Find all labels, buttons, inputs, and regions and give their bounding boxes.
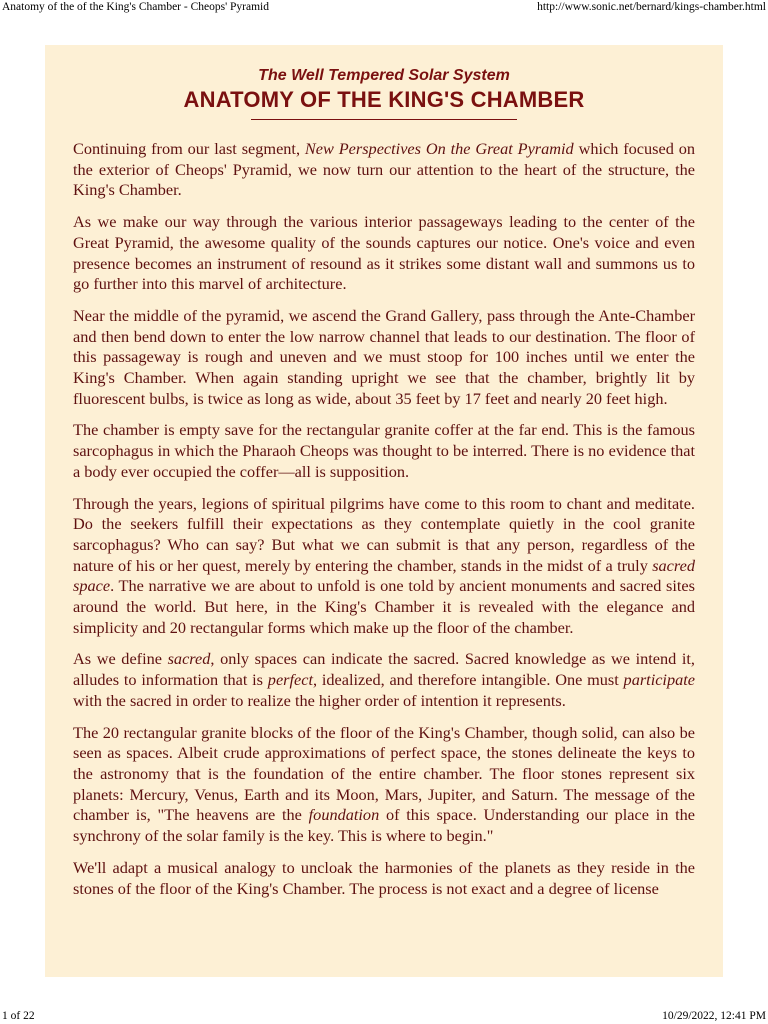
paragraph-6: As we define sacred, only spaces can indicate the sacred. Sacred knowledge as we intend it, alludes to information that is perfect, idealized, and therefore intangible. One must participate with the sacred in order to realize the higher order of intention it represents. bbox=[73, 649, 696, 710]
paragraph-8: We'll adapt a musical analogy to uncloak the harmonies of the planets as they reside in the stones of the floor of the King's Chamber. The process is not exact and a degree of license bbox=[73, 857, 695, 898]
article-subtitle: The Well Tempered Solar System bbox=[258, 67, 510, 84]
article-body bbox=[73, 139, 695, 910]
emphasis-participate: participate bbox=[623, 670, 695, 690]
browser-page-title: Anatomy of the of the King's Chamber - Cheops' Pyramid bbox=[2, 1, 270, 13]
emphasis-foundation: foundation bbox=[308, 805, 380, 825]
article-link-new-perspectives: New Perspectives On the Great Pyramid bbox=[304, 139, 574, 158]
paragraph-2: As we make our way through the various interior passageways leading to the center of the Great Pyramid, the awesome quality of the sounds captures our notice. One's voice and even presence becomes an instrument of resound as it strikes some distant wall and summons us to go further into this marvel of architecture. bbox=[73, 212, 695, 294]
emphasis-perfect: perfect bbox=[267, 670, 313, 690]
emphasis-sacred: sacred bbox=[167, 649, 211, 669]
paragraph-7: The 20 rectangular granite blocks of the floor of the King's Chamber, though solid, can also be seen as spaces. Albeit crude approximations of perfect space, the stones delineate the keys to the astronomy that is the foundation of the entire chamber. The floor stones represent six planets: Mercury, Venus, Earth and its Moon, Mars, Jupiter, and Saturn. The message of the chamber is, "The heavens are the foundation of this space. Understanding our place in the synchrony of the solar family is the key. This is where to begin." bbox=[73, 722, 695, 846]
print-timestamp: 10/29/2022, 12:41 PM bbox=[662, 1010, 766, 1022]
paragraph-3: Near the middle of the pyramid, we ascend the Grand Gallery, pass through the Ante-Chamber and then bend down to enter the low narrow channel that leads to our destination. The floor of this passageway is rough and uneven and we must stoop for 100 inches until we enter the King's Chamber. When again standing upright we see that the chamber, brightly lit by fluorescent bulbs, is twice as long as wide, about 35 feet by 17 feet and nearly 20 feet high. bbox=[73, 305, 695, 408]
emphasis-sacred-space: sacred space bbox=[73, 555, 695, 596]
page-count: 1 of 22 bbox=[2, 1010, 35, 1022]
title-divider bbox=[251, 119, 517, 120]
article-title: ANATOMY OF THE KING'S CHAMBER bbox=[183, 87, 585, 112]
paragraph-5: Through the years, legions of spiritual pilgrims have come to this room to chant and meditate. Do the seekers fulfill their expectations as they contemplate quietly in the cool granite sarcophagus? Who can say? But what we can submit is that any person, regardless of the nature of his or her quest, merely by entering the chamber, stands in the midst of a truly sacred space. The narrative we are about to unfold is one told by ancient monuments and sacred sites around the world. But here, in the King's Chamber it is revealed with the elegance and simplicity and 20 rectangular forms which make up the floor of the chamber. bbox=[73, 493, 695, 637]
article-panel bbox=[45, 45, 723, 977]
paragraph-4: The chamber is empty save for the rectangular granite coffer at the far end. This is the famous sarcophagus in which the Pharaoh Cheops was thought to be interred. There is no evidence that a body ever occupied the coffer—all is supposition. bbox=[73, 420, 695, 481]
browser-url: http://www.sonic.net/bernard/kings-chamber.html bbox=[537, 1, 766, 13]
paragraph-1: Continuing from our last segment, New Perspectives On the Great Pyramid which focused on the exterior of Cheops' Pyramid, we now turn our attention to the heart of the structure, the King's Chamber. bbox=[73, 139, 696, 200]
